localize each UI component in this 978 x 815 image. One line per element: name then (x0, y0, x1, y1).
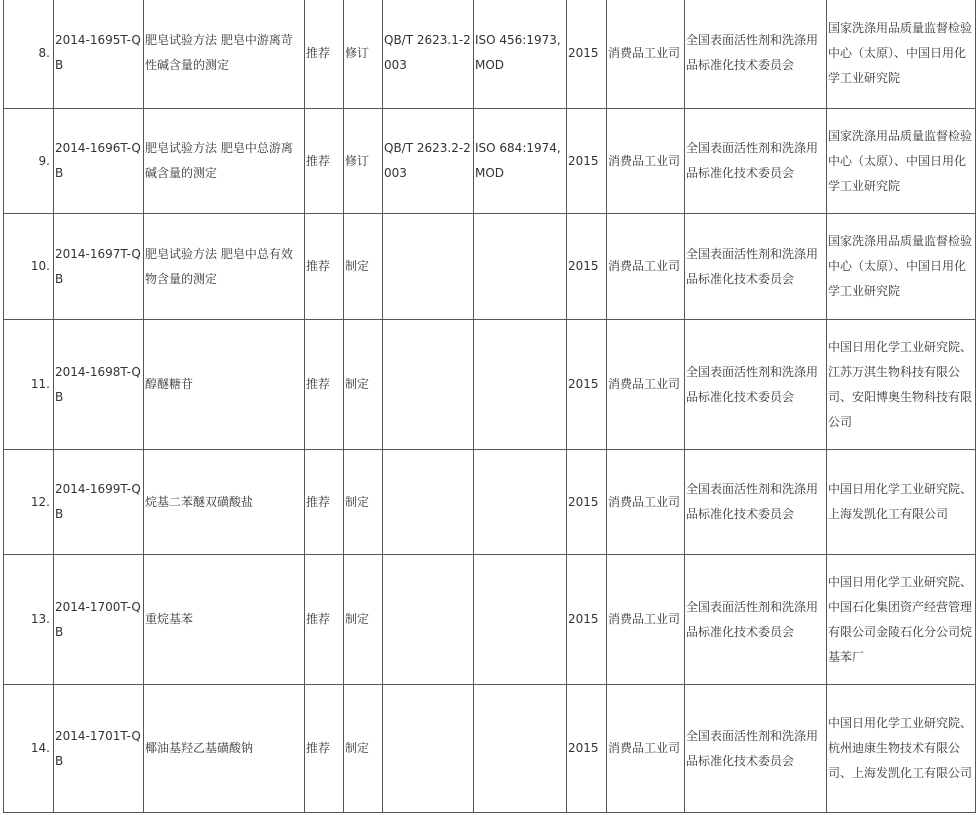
replaced-standard-cell: QB/T 2623.2-2003 (383, 109, 474, 214)
row-number-cell: 12. (4, 450, 54, 555)
department-cell: 消费品工业司 (607, 555, 685, 685)
committee-cell: 全国表面活性剂和洗涤用品标准化技术委员会 (685, 555, 827, 685)
drafting-unit-cell: 国家洗涤用品质量监督检验中心（太原）、中国日用化学工业研究院 (827, 109, 976, 214)
table-row (4, 555, 976, 685)
type-cell: 制定 (344, 685, 383, 813)
type-cell: 修订 (344, 109, 383, 214)
standard-name-cell: 重烷基苯 (144, 555, 305, 685)
type-cell: 制定 (344, 450, 383, 555)
nature-cell: 推荐 (305, 450, 344, 555)
type-cell: 制定 (344, 555, 383, 685)
row-number-cell: 13. (4, 555, 54, 685)
department-cell: 消费品工业司 (607, 685, 685, 813)
year-cell: 2015 (567, 109, 607, 214)
committee-cell: 全国表面活性剂和洗涤用品标准化技术委员会 (685, 0, 827, 109)
standard-name-cell: 肥皂试验方法 肥皂中总有效物含量的测定 (144, 214, 305, 320)
table-row (4, 320, 976, 450)
row-number-cell: 14. (4, 685, 54, 813)
replaced-standard-cell (383, 555, 474, 685)
year-cell: 2015 (567, 685, 607, 813)
drafting-unit-cell: 国家洗涤用品质量监督检验中心（太原）、中国日用化学工业研究院 (827, 214, 976, 320)
table-row (4, 109, 976, 214)
replaced-standard-cell (383, 450, 474, 555)
plan-code-cell: 2014-1695T-QB (54, 0, 144, 109)
adopted-standard-cell: ISO 456:1973,MOD (474, 0, 567, 109)
drafting-unit-cell: 中国日用化学工业研究院、杭州迪康生物技术有限公司、上海发凯化工有限公司 (827, 685, 976, 813)
committee-cell: 全国表面活性剂和洗涤用品标准化技术委员会 (685, 320, 827, 450)
standard-name-cell: 醇醚糖苷 (144, 320, 305, 450)
department-cell: 消费品工业司 (607, 450, 685, 555)
nature-cell: 推荐 (305, 0, 344, 109)
table-row (4, 214, 976, 320)
standards-table (3, 0, 976, 813)
department-cell: 消费品工业司 (607, 214, 685, 320)
plan-code-cell: 2014-1697T-QB (54, 214, 144, 320)
nature-cell: 推荐 (305, 109, 344, 214)
committee-cell: 全国表面活性剂和洗涤用品标准化技术委员会 (685, 450, 827, 555)
table-row (4, 685, 976, 813)
adopted-standard-cell (474, 555, 567, 685)
type-cell: 制定 (344, 320, 383, 450)
plan-code-cell: 2014-1696T-QB (54, 109, 144, 214)
row-number-cell: 8. (4, 0, 54, 109)
drafting-unit-cell: 中国日用化学工业研究院、中国石化集团资产经营管理有限公司金陵石化分公司烷基苯厂 (827, 555, 976, 685)
drafting-unit-cell: 国家洗涤用品质量监督检验中心（太原）、中国日用化学工业研究院 (827, 0, 976, 109)
row-number-cell: 11. (4, 320, 54, 450)
department-cell: 消费品工业司 (607, 0, 685, 109)
plan-code-cell: 2014-1701T-QB (54, 685, 144, 813)
committee-cell: 全国表面活性剂和洗涤用品标准化技术委员会 (685, 109, 827, 214)
standard-name-cell: 烷基二苯醚双磺酸盐 (144, 450, 305, 555)
replaced-standard-cell (383, 685, 474, 813)
nature-cell: 推荐 (305, 320, 344, 450)
year-cell: 2015 (567, 320, 607, 450)
year-cell: 2015 (567, 0, 607, 109)
nature-cell: 推荐 (305, 555, 344, 685)
adopted-standard-cell (474, 450, 567, 555)
standard-name-cell: 肥皂试验方法 肥皂中总游离碱含量的测定 (144, 109, 305, 214)
table-row (4, 0, 976, 109)
adopted-standard-cell: ISO 684:1974,MOD (474, 109, 567, 214)
row-number-cell: 9. (4, 109, 54, 214)
replaced-standard-cell: QB/T 2623.1-2003 (383, 0, 474, 109)
drafting-unit-cell: 中国日用化学工业研究院、江苏万淇生物科技有限公司、安阳博奥生物科技有限公司 (827, 320, 976, 450)
committee-cell: 全国表面活性剂和洗涤用品标准化技术委员会 (685, 214, 827, 320)
plan-code-cell: 2014-1700T-QB (54, 555, 144, 685)
nature-cell: 推荐 (305, 214, 344, 320)
type-cell: 制定 (344, 214, 383, 320)
adopted-standard-cell (474, 320, 567, 450)
plan-code-cell: 2014-1699T-QB (54, 450, 144, 555)
replaced-standard-cell (383, 214, 474, 320)
year-cell: 2015 (567, 214, 607, 320)
department-cell: 消费品工业司 (607, 109, 685, 214)
adopted-standard-cell (474, 214, 567, 320)
committee-cell: 全国表面活性剂和洗涤用品标准化技术委员会 (685, 685, 827, 813)
standard-name-cell: 椰油基羟乙基磺酸钠 (144, 685, 305, 813)
type-cell: 修订 (344, 0, 383, 109)
replaced-standard-cell (383, 320, 474, 450)
year-cell: 2015 (567, 555, 607, 685)
table-row (4, 450, 976, 555)
drafting-unit-cell: 中国日用化学工业研究院、上海发凯化工有限公司 (827, 450, 976, 555)
year-cell: 2015 (567, 450, 607, 555)
nature-cell: 推荐 (305, 685, 344, 813)
row-number-cell: 10. (4, 214, 54, 320)
standard-name-cell: 肥皂试验方法 肥皂中游离苛性碱含量的测定 (144, 0, 305, 109)
plan-code-cell: 2014-1698T-QB (54, 320, 144, 450)
adopted-standard-cell (474, 685, 567, 813)
department-cell: 消费品工业司 (607, 320, 685, 450)
